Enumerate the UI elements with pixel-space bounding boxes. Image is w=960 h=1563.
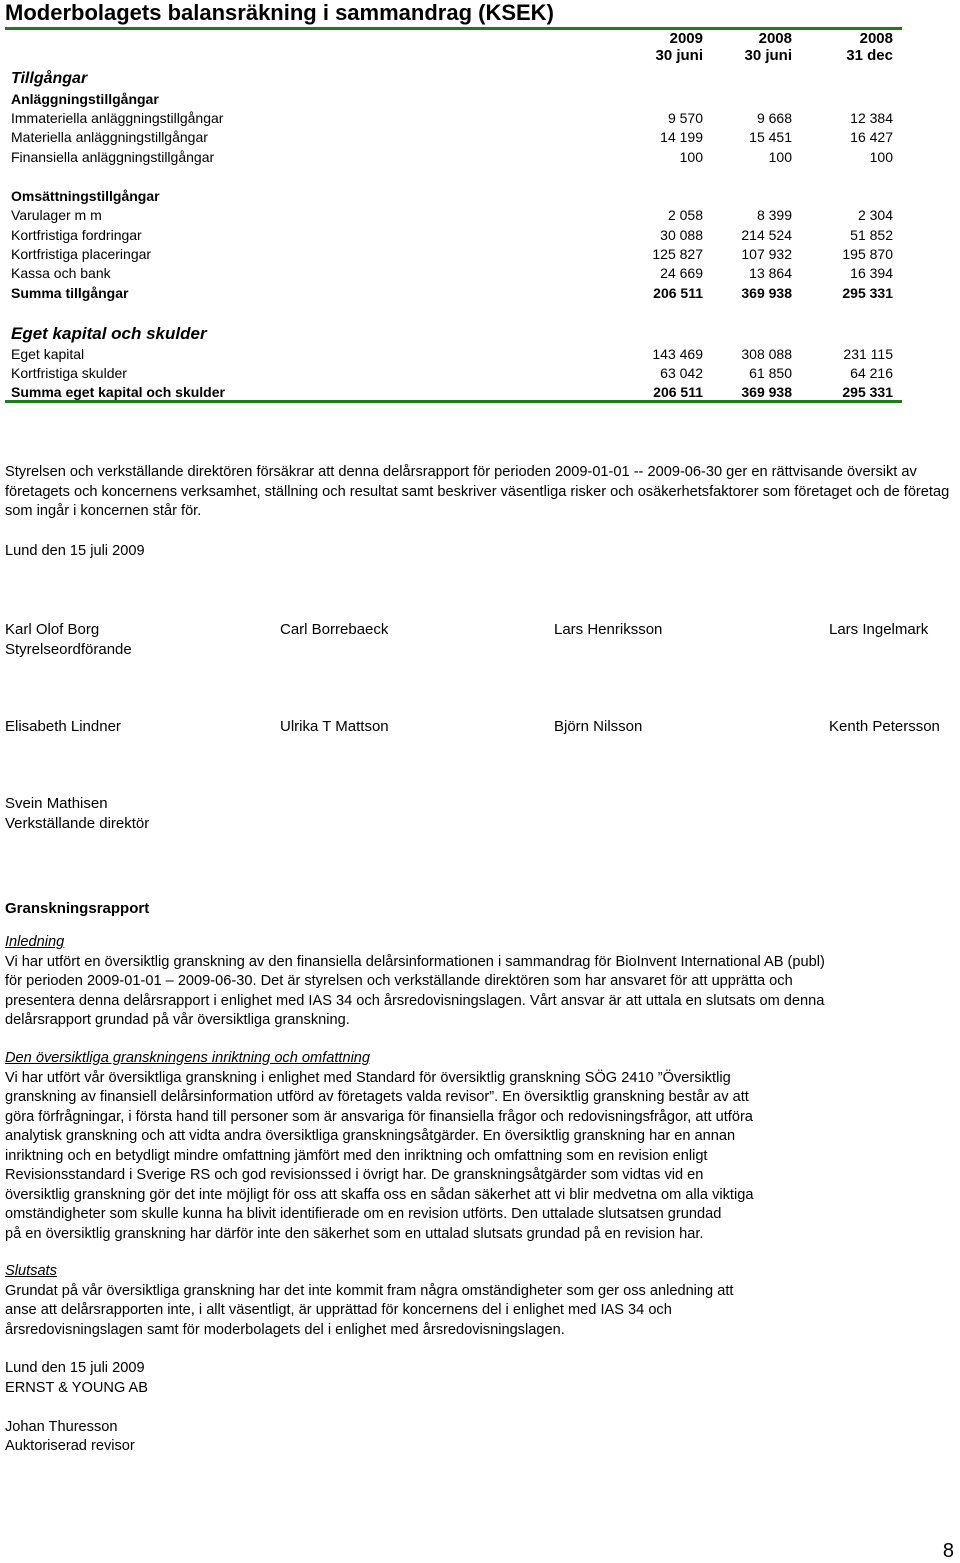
text-line: översiktlig granskning gör det inte möjligt för oss att skaffa oss en sådan säkerhet att vi blir medvetna om alla viktiga bbox=[5, 1186, 754, 1203]
table-row: Kortfristiga skulder 63 042 61 850 64 216 bbox=[11, 365, 893, 381]
signatory-name: Lars Ingelmark bbox=[829, 621, 929, 638]
table-row: Kortfristiga fordringar 30 088 214 524 51 852 bbox=[11, 227, 893, 243]
review-heading: Granskningsrapport bbox=[5, 900, 150, 917]
text-line: Revisionsstandard i Sverige RS och god revisionssed i övrigt har. De granskningsåtgärder som vidtas vid en bbox=[5, 1167, 704, 1183]
signatory-role: Styrelseordförande bbox=[5, 641, 132, 658]
total-row-assets: Summa tillgångar 206 511 369 938 295 331 bbox=[11, 285, 893, 301]
text-line: Grundat på vår översiktliga granskning har det inte kommit fram några omständigheter som ger oss anledning att bbox=[5, 1282, 734, 1299]
col-year: 2008 bbox=[758, 30, 792, 47]
text-line: på en översiktlig granskning har därför inte den säkerhet som en uttalad slutsats grundad på en revision har. bbox=[5, 1225, 704, 1242]
col-header-2 bbox=[702, 30, 792, 64]
signatory-name: Kenth Petersson bbox=[829, 718, 940, 735]
text-line: anse att delårsrapporten inte, i allt väsentligt, är upprättad för koncernens del i enlighet med IAS 34 och bbox=[5, 1302, 672, 1318]
text-line: inriktning och en betydligt mindre omfattning jämfört med den inriktning och omfattning som en revision enligt bbox=[5, 1147, 708, 1164]
col-header-1 bbox=[613, 30, 703, 64]
auditor-role: Auktoriserad revisor bbox=[5, 1438, 135, 1454]
text-line: för perioden 2009-01-01 – 2009-06-30. Det är styrelsen och verkställande direktören som har ansvaret för att upprätta och bbox=[5, 973, 793, 989]
col-year: 2009 bbox=[669, 30, 703, 47]
review-place-date: Lund den 15 juli 2009 bbox=[5, 1360, 145, 1376]
text-line: årsredovisningslagen samt för moderbolagets del i enlighet med årsredovisningslagen. bbox=[5, 1321, 565, 1338]
signatory-name: Lars Henriksson bbox=[554, 621, 663, 638]
col-year: 2008 bbox=[859, 30, 893, 47]
board-statement: Styrelsen och verkställande direktören försäkrar att denna delårsrapport för perioden 2009-01-01 -- 2009-06-30 ger en rättvisande översikt av företagets och koncernens verksamhet, ställning och resultat samt beskriver väsentliga risker och osäkerhetsfaktorer som företaget och de företag som ingår i koncernen står för. bbox=[5, 464, 950, 519]
signatory-name: Ulrika T Mattson bbox=[280, 718, 389, 735]
scope-heading: Den översiktliga granskningens inriktning och omfattning bbox=[5, 1050, 371, 1066]
table-row: Immateriella anläggningstillgångar 9 570 9 668 12 384 bbox=[11, 110, 893, 126]
page-title: Moderbolagets balansräkning i sammandrag (KSEK) bbox=[5, 0, 554, 25]
text-line: omständigheter som skulle kunna ha blivit identifierade om en revision utförts. Den uttalade slutsatsen grundad bbox=[5, 1206, 722, 1222]
col-date: 30 juni bbox=[744, 47, 792, 64]
section-heading-assets: Tillgångar bbox=[11, 70, 88, 87]
signatory-name: Carl Borrebaeck bbox=[280, 621, 389, 638]
footer-rule bbox=[5, 400, 902, 403]
ceo-name: Svein Mathisen bbox=[5, 795, 108, 812]
col-date: 31 dec bbox=[846, 47, 893, 64]
text-line: delårsrapport grundad på vår översiktliga granskning. bbox=[5, 1012, 350, 1028]
text-line: granskning av finansiell delårsinformation utförd av företagets valda revisor”. En översiktlig granskning består av att bbox=[5, 1089, 749, 1105]
conclusion-heading: Slutsats bbox=[5, 1263, 57, 1279]
review-conclusion bbox=[5, 1262, 955, 1340]
auditor-block bbox=[5, 1359, 955, 1457]
text-line: Vi har utfört en översiktlig granskning av den finansiella delårsinformationen i sammandrag för BioInvent International AB (publ) bbox=[5, 953, 825, 970]
total-row-equity: Summa eget kapital och skulder 206 511 369 938 295 331 bbox=[11, 384, 893, 400]
text-line: göra förfrågningar, i första hand till personer som är ansvariga för finansiella frågor och redovisningsfrågor, att utföra bbox=[5, 1108, 753, 1125]
review-scope bbox=[5, 1049, 955, 1244]
table-row: Kortfristiga placeringar 125 827 107 932 195 870 bbox=[11, 246, 893, 262]
place-date: Lund den 15 juli 2009 bbox=[5, 543, 145, 559]
page-number: 8 bbox=[942, 1540, 954, 1562]
section-heading-equity: Eget kapital och skulder bbox=[11, 324, 207, 343]
ceo-role: Verkställande direktör bbox=[5, 815, 150, 832]
table-row: Eget kapital 143 469 308 088 231 115 bbox=[11, 346, 893, 362]
table-row: Kassa och bank 24 669 13 864 16 394 bbox=[11, 265, 893, 281]
signatory-name: Björn Nilsson bbox=[554, 718, 643, 735]
audit-firm: ERNST & YOUNG AB bbox=[5, 1379, 149, 1396]
subsection-heading-current: Omsättningstillgångar bbox=[11, 188, 160, 204]
text-line: analytisk granskning och att vidta andra översiktliga granskningsåtgärder. En översiktlig granskning har en annan bbox=[5, 1128, 736, 1144]
text-line: Vi har utfört vår översiktliga granskning i enlighet med Standard för översiktlig granskning SÖG 2410 ”Översiktlig bbox=[5, 1069, 731, 1086]
col-date: 30 juni bbox=[655, 47, 703, 64]
review-intro bbox=[5, 933, 955, 1031]
auditor-name: Johan Thuresson bbox=[5, 1418, 118, 1435]
intro-heading: Inledning bbox=[5, 934, 65, 950]
table-row: Materiella anläggningstillgångar 14 199 15 451 16 427 bbox=[11, 129, 893, 145]
table-row: Varulager m m 2 058 8 399 2 304 bbox=[11, 207, 893, 223]
subsection-heading-fixed: Anläggningstillgångar bbox=[11, 91, 159, 107]
col-header-3 bbox=[803, 30, 893, 64]
signatory-name: Karl Olof Borg bbox=[5, 621, 100, 638]
signatory-name: Elisabeth Lindner bbox=[5, 718, 121, 735]
text-line: presentera denna delårsrapport i enlighet med IAS 34 och årsredovisningslagen. Vårt ansvar är att uttala en slutsats om denna bbox=[5, 992, 825, 1009]
table-row: Finansiella anläggningstillgångar 100 100 100 bbox=[11, 149, 893, 165]
